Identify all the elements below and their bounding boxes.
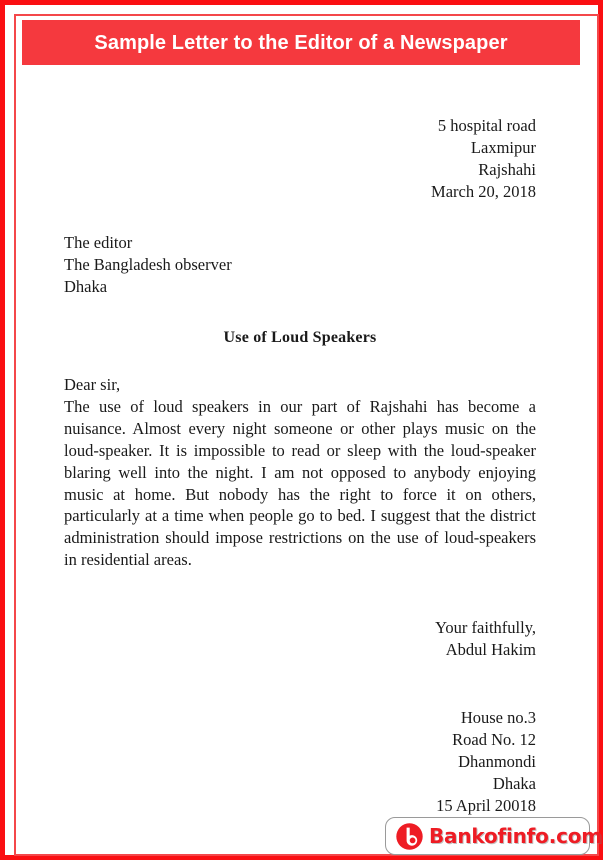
footer-date: 15 April 20018 [436, 795, 536, 815]
bankofinfo-wordmark: Bankofinfo.com [429, 824, 602, 848]
footer-address-line: Dhaka [492, 773, 536, 793]
sender-address-line: Rajshahi [478, 159, 536, 179]
closing-phrase: Your faithfully, [435, 618, 536, 638]
letter-salutation: Dear sir, [64, 374, 121, 394]
footer-address-line: Road No. 12 [452, 730, 536, 750]
recipient-address-block [64, 232, 536, 298]
title-banner [22, 20, 580, 65]
letter-subject: Use of Loud Speakers [223, 328, 377, 346]
letter-closing-block [64, 617, 536, 661]
bankofinfo-logo[interactable] [385, 817, 602, 855]
recipient-address-line: Dhaka [64, 276, 108, 296]
recipient-address-line: The editor [64, 232, 133, 252]
document-sheet [11, 11, 602, 849]
footer-address-line: Dhanmondi [458, 752, 536, 772]
signature-name: Abdul Hakim [445, 640, 536, 660]
recipient-address-line: The Bangladesh observer [64, 254, 232, 274]
letter-date: March 20, 2018 [431, 181, 536, 201]
sender-address-line: Laxmipur [470, 137, 536, 157]
bankofinfo-b-icon [395, 822, 424, 851]
sender-address-line: 5 hospital road [437, 116, 536, 135]
letter-content [64, 115, 536, 817]
footer-address-block [64, 707, 536, 817]
page-title: Sample Letter to the Editor of a Newspaper [94, 31, 508, 54]
footer-address-line: House no.3 [460, 708, 536, 728]
letter-body: The use of loud speakers in our part of Rajshahi has become a nuisance. Almost every night someone or other plays music on the loud-speaker. It is impossible to read or sleep with the loud-speaker blaring well into the night. I am not opposed to anybody enjoying music at home. But nobody has the right to force it on others, particularly at a time when people go to bed. I suggest that the district administration should impose restrictions on the use of loud-speakers in residential areas. [64, 396, 536, 570]
sender-address-block [64, 115, 536, 203]
